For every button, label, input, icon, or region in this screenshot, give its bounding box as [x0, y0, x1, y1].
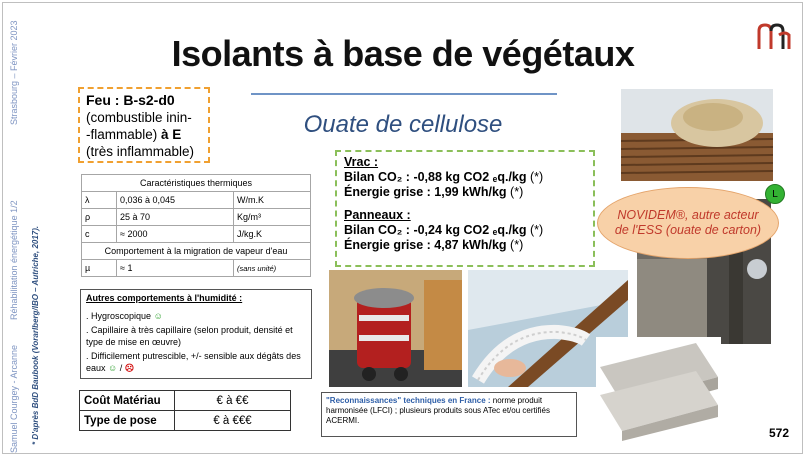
row-symbol: µ	[82, 260, 117, 277]
row-unit: W/m.K	[234, 192, 311, 209]
carbon-values-box	[335, 150, 595, 267]
table-row	[82, 209, 311, 226]
recognition-text: norme produit harmonisée (LFCI) ; plusieurs produits sous ATec et/ou certifiés ACERMI.	[326, 396, 550, 425]
fire-line-2-bold: à E	[161, 127, 182, 142]
row-unit: (sans unité)	[234, 260, 311, 277]
asterisk-note: (*)	[530, 223, 544, 237]
table-row	[82, 192, 311, 209]
table-row	[82, 226, 311, 243]
behaviour-item	[86, 351, 306, 374]
l-badge-icon: L	[765, 184, 785, 204]
bulk-co2	[344, 170, 586, 185]
table-row	[80, 391, 291, 411]
behaviour-item	[86, 311, 306, 323]
asterisk-note: (*)	[510, 238, 524, 252]
side-date: Strasbourg – Février 2023	[9, 20, 19, 125]
panel-energy	[344, 238, 586, 253]
cost-value: € à €€€	[175, 411, 291, 431]
panel-co2	[344, 223, 586, 238]
behaviour-item: . Capillaire à très capillaire (selon produit, densité et type de mise en œuvre)	[86, 325, 293, 347]
spacer	[344, 200, 586, 208]
behaviour-header: Autres comportements à l'humidité :	[86, 293, 243, 303]
cost-label: Coût Matériau	[80, 391, 175, 411]
row-symbol: c	[82, 226, 117, 243]
panel-energy-text: Énergie grise : 4,87 kWh/kg	[344, 238, 507, 252]
table-row	[80, 411, 291, 431]
blowing-machine-photo	[329, 270, 462, 387]
separator: /	[117, 362, 125, 373]
row-value: ≈ 1	[117, 260, 234, 277]
bulk-co2-text: Bilan CO₂ : -0,88 kg CO2 ₑq./kg	[344, 170, 527, 184]
panel-co2-text: Bilan CO₂ : -0,24 kg CO2 ₑq./kg	[344, 223, 527, 237]
vapor-header: Comportement à la migration de vapeur d'eau	[82, 243, 311, 260]
behaviour-text: . Difficilement putrescible, +/- sensible aux dégâts des eaux	[86, 351, 301, 373]
smile-icon: ☺	[153, 310, 163, 321]
fire-line-2-text: -flammable)	[86, 127, 162, 142]
panel-heading: Panneaux :	[344, 208, 411, 222]
row-value: 25 à 70	[117, 209, 234, 226]
bulk-energy-text: Énergie grise : 1,99 kWh/kg	[344, 185, 507, 199]
table-row	[82, 260, 311, 277]
side-source: * D'après BdD Baubook (Vorarlberg/IBO – Autriche, 2017).	[31, 225, 40, 445]
slide	[2, 2, 803, 454]
asterisk-note: (*)	[510, 185, 524, 199]
cost-value: € à €€	[175, 391, 291, 411]
recognition-box	[321, 392, 577, 437]
thermal-characteristics-table	[81, 174, 311, 277]
fire-line-1: (combustible inin-	[86, 110, 192, 125]
page-number: 572	[769, 426, 790, 440]
row-value: ≈ 2000	[117, 226, 234, 243]
cellulose-panels-photo	[596, 337, 721, 443]
humidity-behaviour-box	[80, 289, 312, 379]
side-topic: Réhabilitation énergétique 1/2	[9, 200, 19, 320]
cardboard-cellulose-photo	[621, 89, 773, 181]
fire-rating-box	[78, 87, 210, 163]
row-unit: J/kg.K	[234, 226, 311, 243]
row-value: 0,036 à 0,045	[117, 192, 234, 209]
table-header: Caractéristiques thermiques	[82, 175, 311, 192]
asterisk-note: (*)	[530, 170, 544, 184]
frown-icon: ☹	[124, 362, 135, 373]
bulk-heading: Vrac :	[344, 155, 379, 169]
logo-icon	[755, 21, 795, 51]
title-divider	[251, 93, 557, 95]
recognition-heading: "Reconnaissances" techniques en France :	[326, 396, 491, 405]
row-symbol: ρ	[82, 209, 117, 226]
bulk-energy	[344, 185, 586, 200]
page-subtitle: Ouate de cellulose	[303, 111, 503, 138]
cost-label: Type de pose	[80, 411, 175, 431]
cost-table	[79, 390, 291, 431]
row-symbol: λ	[82, 192, 117, 209]
fire-line-3: (très inflammable)	[86, 144, 195, 159]
page-title: Isolants à base de végétaux	[171, 33, 635, 74]
behaviour-text: . Hygroscopique	[86, 310, 152, 321]
fire-line-2	[86, 126, 202, 143]
row-unit: Kg/m³	[234, 209, 311, 226]
fire-rating: Feu : B-s2-d0	[86, 92, 175, 108]
novidem-callout: NOVIDEM®, autre acteur de l'ESS (ouate de carton)	[597, 187, 779, 259]
side-author: Samuel Courgey - Arcanne	[9, 344, 19, 453]
smile-icon: ☺	[108, 362, 118, 373]
